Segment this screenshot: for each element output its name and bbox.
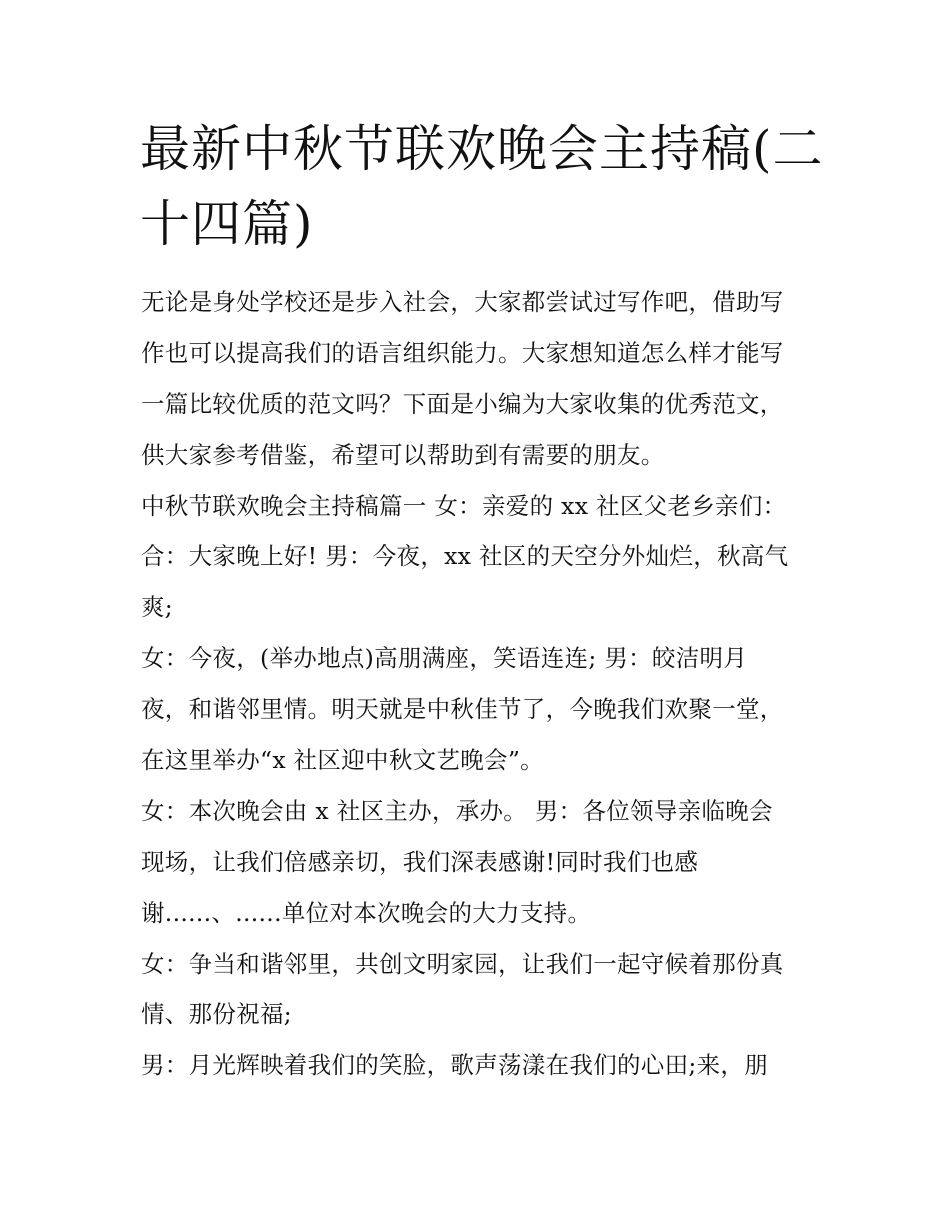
body-line: 合：大家晚上好! 男：今夜，xx 社区的天空分外灿烂，秋高气	[141, 542, 789, 571]
body-line: 女：今夜，(举办地点)高朋满座，笑语连连; 男：皎洁明月	[141, 644, 748, 673]
body-line: 一篇比较优质的范文吗？下面是小编为大家收集的优秀范文，	[141, 389, 784, 418]
body-line: 夜，和谐邻里情。明天就是中秋佳节了，今晚我们欢聚一堂，	[141, 695, 784, 724]
body-line: 女：本次晚会由 x 社区主办，承办。 男：各位领导亲临晚会	[141, 796, 773, 825]
body-line: 在这里举办“x 社区迎中秋文艺晚会”。	[141, 746, 544, 775]
body-line: 作也可以提高我们的语言组织能力。大家想知道怎么样才能写	[141, 338, 784, 367]
title-line-2: 十四篇)	[140, 195, 314, 253]
body-line: 供大家参考借鉴，希望可以帮助到有需要的朋友。	[141, 440, 665, 469]
title-line-1: 最新中秋节联欢晚会主持稿(二	[140, 120, 824, 178]
page-title	[140, 112, 824, 262]
body-line: 谢......、......单位对本次晚会的大力支持。	[141, 898, 592, 927]
body-line: 情、那份祝福;	[141, 1000, 293, 1029]
body-line: 现场，让我们倍感亲切，我们深表感谢!同时我们也感	[141, 847, 699, 876]
body-line: 无论是身处学校还是步入社会，大家都尝试过写作吧，借助写	[141, 288, 784, 316]
body-line: 男：月光辉映着我们的笑脸，歌声荡漾在我们的心田;来，朋	[141, 1051, 769, 1080]
body-line: 女：争当和谐邻里，共创文明家园，让我们一起守候着那份真	[141, 949, 784, 978]
body-line: 爽;	[141, 593, 174, 622]
body-line: 中秋节联欢晚会主持稿篇一 女：亲爱的 xx 社区父老乡亲们：	[141, 491, 787, 520]
body-text	[141, 280, 821, 1094]
